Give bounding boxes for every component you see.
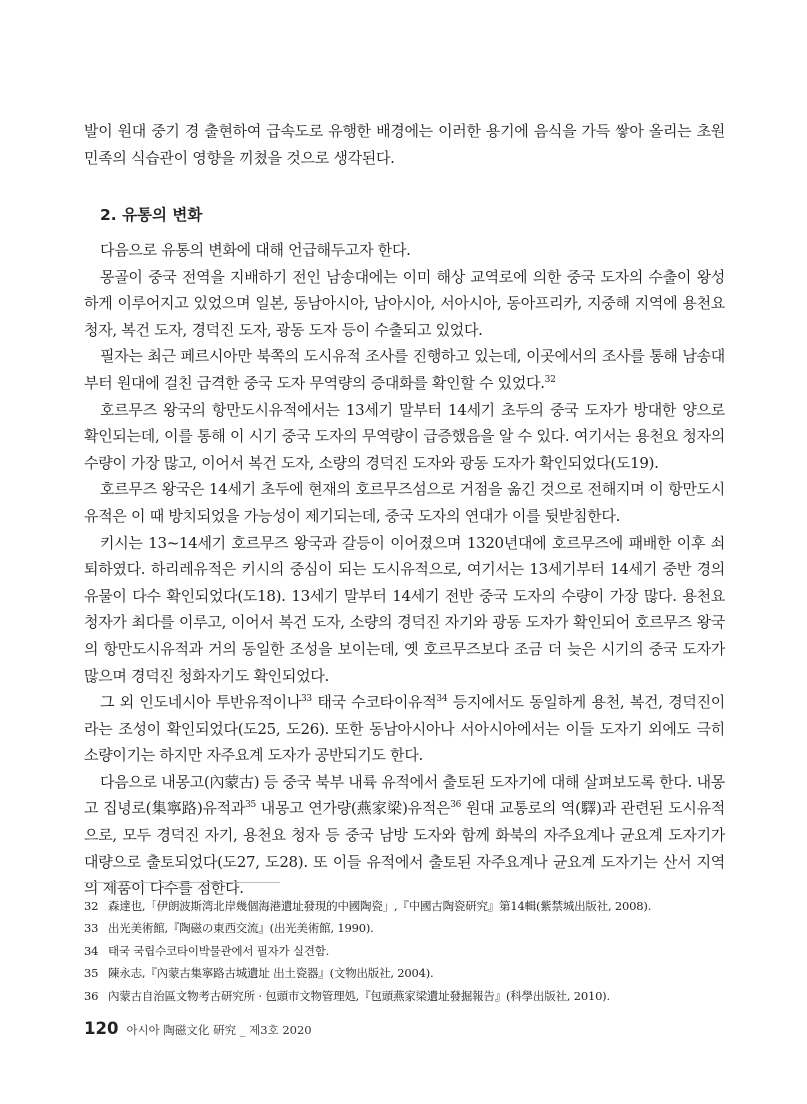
footnote-number: 32 [84, 899, 99, 913]
body-paragraph-7 [84, 689, 725, 769]
body-paragraph-7-text-c: 등지에서도 동일하게 용천, 복건, 경덕진이라는 조성이 확인되었다(도25, 도26). 또한 동남아시아나 서아시아에서는 이들 도자기 외에도 극히 소량이기는 하지만 자주요계 도자가 공반되기도 한다. [84, 693, 725, 765]
body-paragraph-7-text-a: 그 외 인도네시아 투반유적이나 [100, 693, 301, 712]
body-paragraph-1: 다음으로 유통의 변화에 대해 언급해두고자 한다. [100, 241, 411, 259]
section-heading: 2. 유통의 변화 [100, 206, 203, 224]
body-paragraph-5: 호르무즈 왕국은 14세기 초두에 현재의 호르무즈섬으로 거점을 옮긴 것으로 전해지며 이 항만도시유적은 이 때 방치되었을 가능성이 제기되는데, 중국 도자의 연대가 이를 뒷받침한다. [84, 480, 725, 525]
footnote-text: 태국 국립수코타이박물관에서 필자가 실견함. [108, 943, 330, 958]
footnote-34 [84, 940, 734, 962]
body-paragraph-4: 호르무즈 왕국의 항만도시유적에서는 13세기 말부터 14세기 초두의 중국 도자가 방대한 양으로 확인되는데, 이를 통해 이 시기 중국 도자의 무역량이 급증했음을 알 수 있다. 여기서는 용천요 청자의 수량이 가장 많고, 이어서 복건 도자, 소량의 경덕진 도자와 광동 도자가 확인되었다(도19). [84, 400, 725, 472]
body-paragraph-7-text-b: 태국 수코타이유적 [311, 693, 437, 712]
body-paragraph-6: 키시는 13~14세기 호르무즈 왕국과 갈등이 이어졌으며 1320년대에 호르무즈에 패배한 이후 쇠퇴하였다. 하리레유적은 키시의 중심이 되는 도시유적으로, 여기서는 13세기부터 14세기 중반 경의 유물이 다수 확인되었다(도18). 13세기 말부터 14세기 전반 중국 도자의 수량이 가장 많다. 용천요 청자가 최다를 이루고, 이어서 복건 도자, 소량의 경덕진 자기와 광동 도자가 확인되어 호르무즈 왕국의 항만도시유적과 거의 동일한 조성을 보이는데, 옛 호르무즈보다 조금 더 늦은 시기의 중국 도자가 많으며 경덕진 청화자기도 확인되었다. [84, 533, 725, 685]
footnote-ref-36[interactable]: 36 [450, 800, 462, 811]
intro-paragraph-block [84, 118, 725, 171]
footnote-text: 陳永志,『內蒙古集寧路古城遺址 出土瓷器』(文物出版社, 2004). [108, 966, 434, 981]
footnote-divider [84, 882, 280, 883]
footnote-32 [84, 895, 734, 917]
body-paragraph-8-text-b: 내몽고 연가량(燕家梁)유적은 [255, 799, 451, 818]
running-title: 아시아 陶磁文化 硏究 _ 제3호 2020 [126, 1023, 312, 1037]
footnote-36 [84, 985, 734, 1007]
footnote-text: 出光美術館,『陶磁の東西交流』(出光美術館, 1990). [108, 921, 374, 936]
footnote-number: 35 [84, 966, 99, 981]
footnotes [84, 895, 734, 1007]
page-number: 120 [84, 1019, 119, 1038]
section-body [84, 237, 725, 902]
footnote-text: 森達也,「伊朗波斯湾北岸幾個海港遺址發現的中國陶瓷」,『中國古陶瓷研究』第14輯(紫禁城出版社, 2008). [108, 899, 652, 913]
body-paragraph-8-text-a: 다음으로 내몽고(內蒙古) 등 중국 북부 내륙 유적에서 출토된 도자기에 대해 살펴보도록 한다. 내몽고 집녕로(集寧路)유적과 [84, 772, 725, 818]
intro-paragraph: 발이 원대 중기 경 출현하여 급속도로 유행한 배경에는 이러한 용기에 음식을 가득 쌓아 올리는 초원 민족의 식습관이 영향을 끼쳤을 것으로 생각된다. [84, 122, 725, 167]
footnote-ref-35[interactable]: 35 [245, 800, 256, 811]
footnote-text: 內蒙古自治區文物考古研究所 · 包頭市文物管理処,『包頭燕家梁遺址發掘報告』(科學出版社, 2010). [108, 988, 610, 1003]
footnote-35 [84, 962, 734, 984]
footnote-ref-33[interactable]: 33 [301, 694, 312, 705]
footnote-ref-32[interactable]: 32 [544, 374, 556, 385]
body-paragraph-3-text: 필자는 최근 페르시아만 북쪽의 도시유적 조사를 진행하고 있는데, 이곳에서의 조사를 통해 남송대부터 원대에 걸친 급격한 중국 도자 무역량의 증대화를 확인할 수 있었다. [84, 347, 725, 392]
body-paragraph-8-text-c: 원대 교통로의 역(驛)과 관련된 도시유적으로, 모두 경덕진 자기, 용천요 청자 등 중국 남방 도자와 함께 화북의 자주요계나 균요계 도자기가 대량으로 출토되었다(도27, 도28). 또 이들 유적에서 출토된 자주요계나 균요계 도자기는 산서 지역의 제품이 다수를 점한다. [84, 799, 725, 898]
page-footer [84, 1019, 312, 1038]
footnote-number: 33 [84, 921, 99, 936]
footnote-number: 36 [84, 988, 99, 1003]
body-paragraph-3 [84, 343, 725, 396]
footnote-ref-34[interactable]: 34 [436, 694, 448, 705]
footnote-33 [84, 917, 734, 939]
body-paragraph-2: 몽골이 중국 전역을 지배하기 전인 남송대에는 이미 해상 교역로에 의한 중국 도자의 수출이 왕성하게 이루어지고 있었으며 일본, 동남아시아, 남아시아, 서아시아, 동아프리카, 지중해 지역에 용천요 청자, 복건 도자, 경덕진 도자, 광동 도자 등이 수출되고 있었다. [84, 267, 725, 339]
footnote-number: 34 [84, 943, 99, 958]
